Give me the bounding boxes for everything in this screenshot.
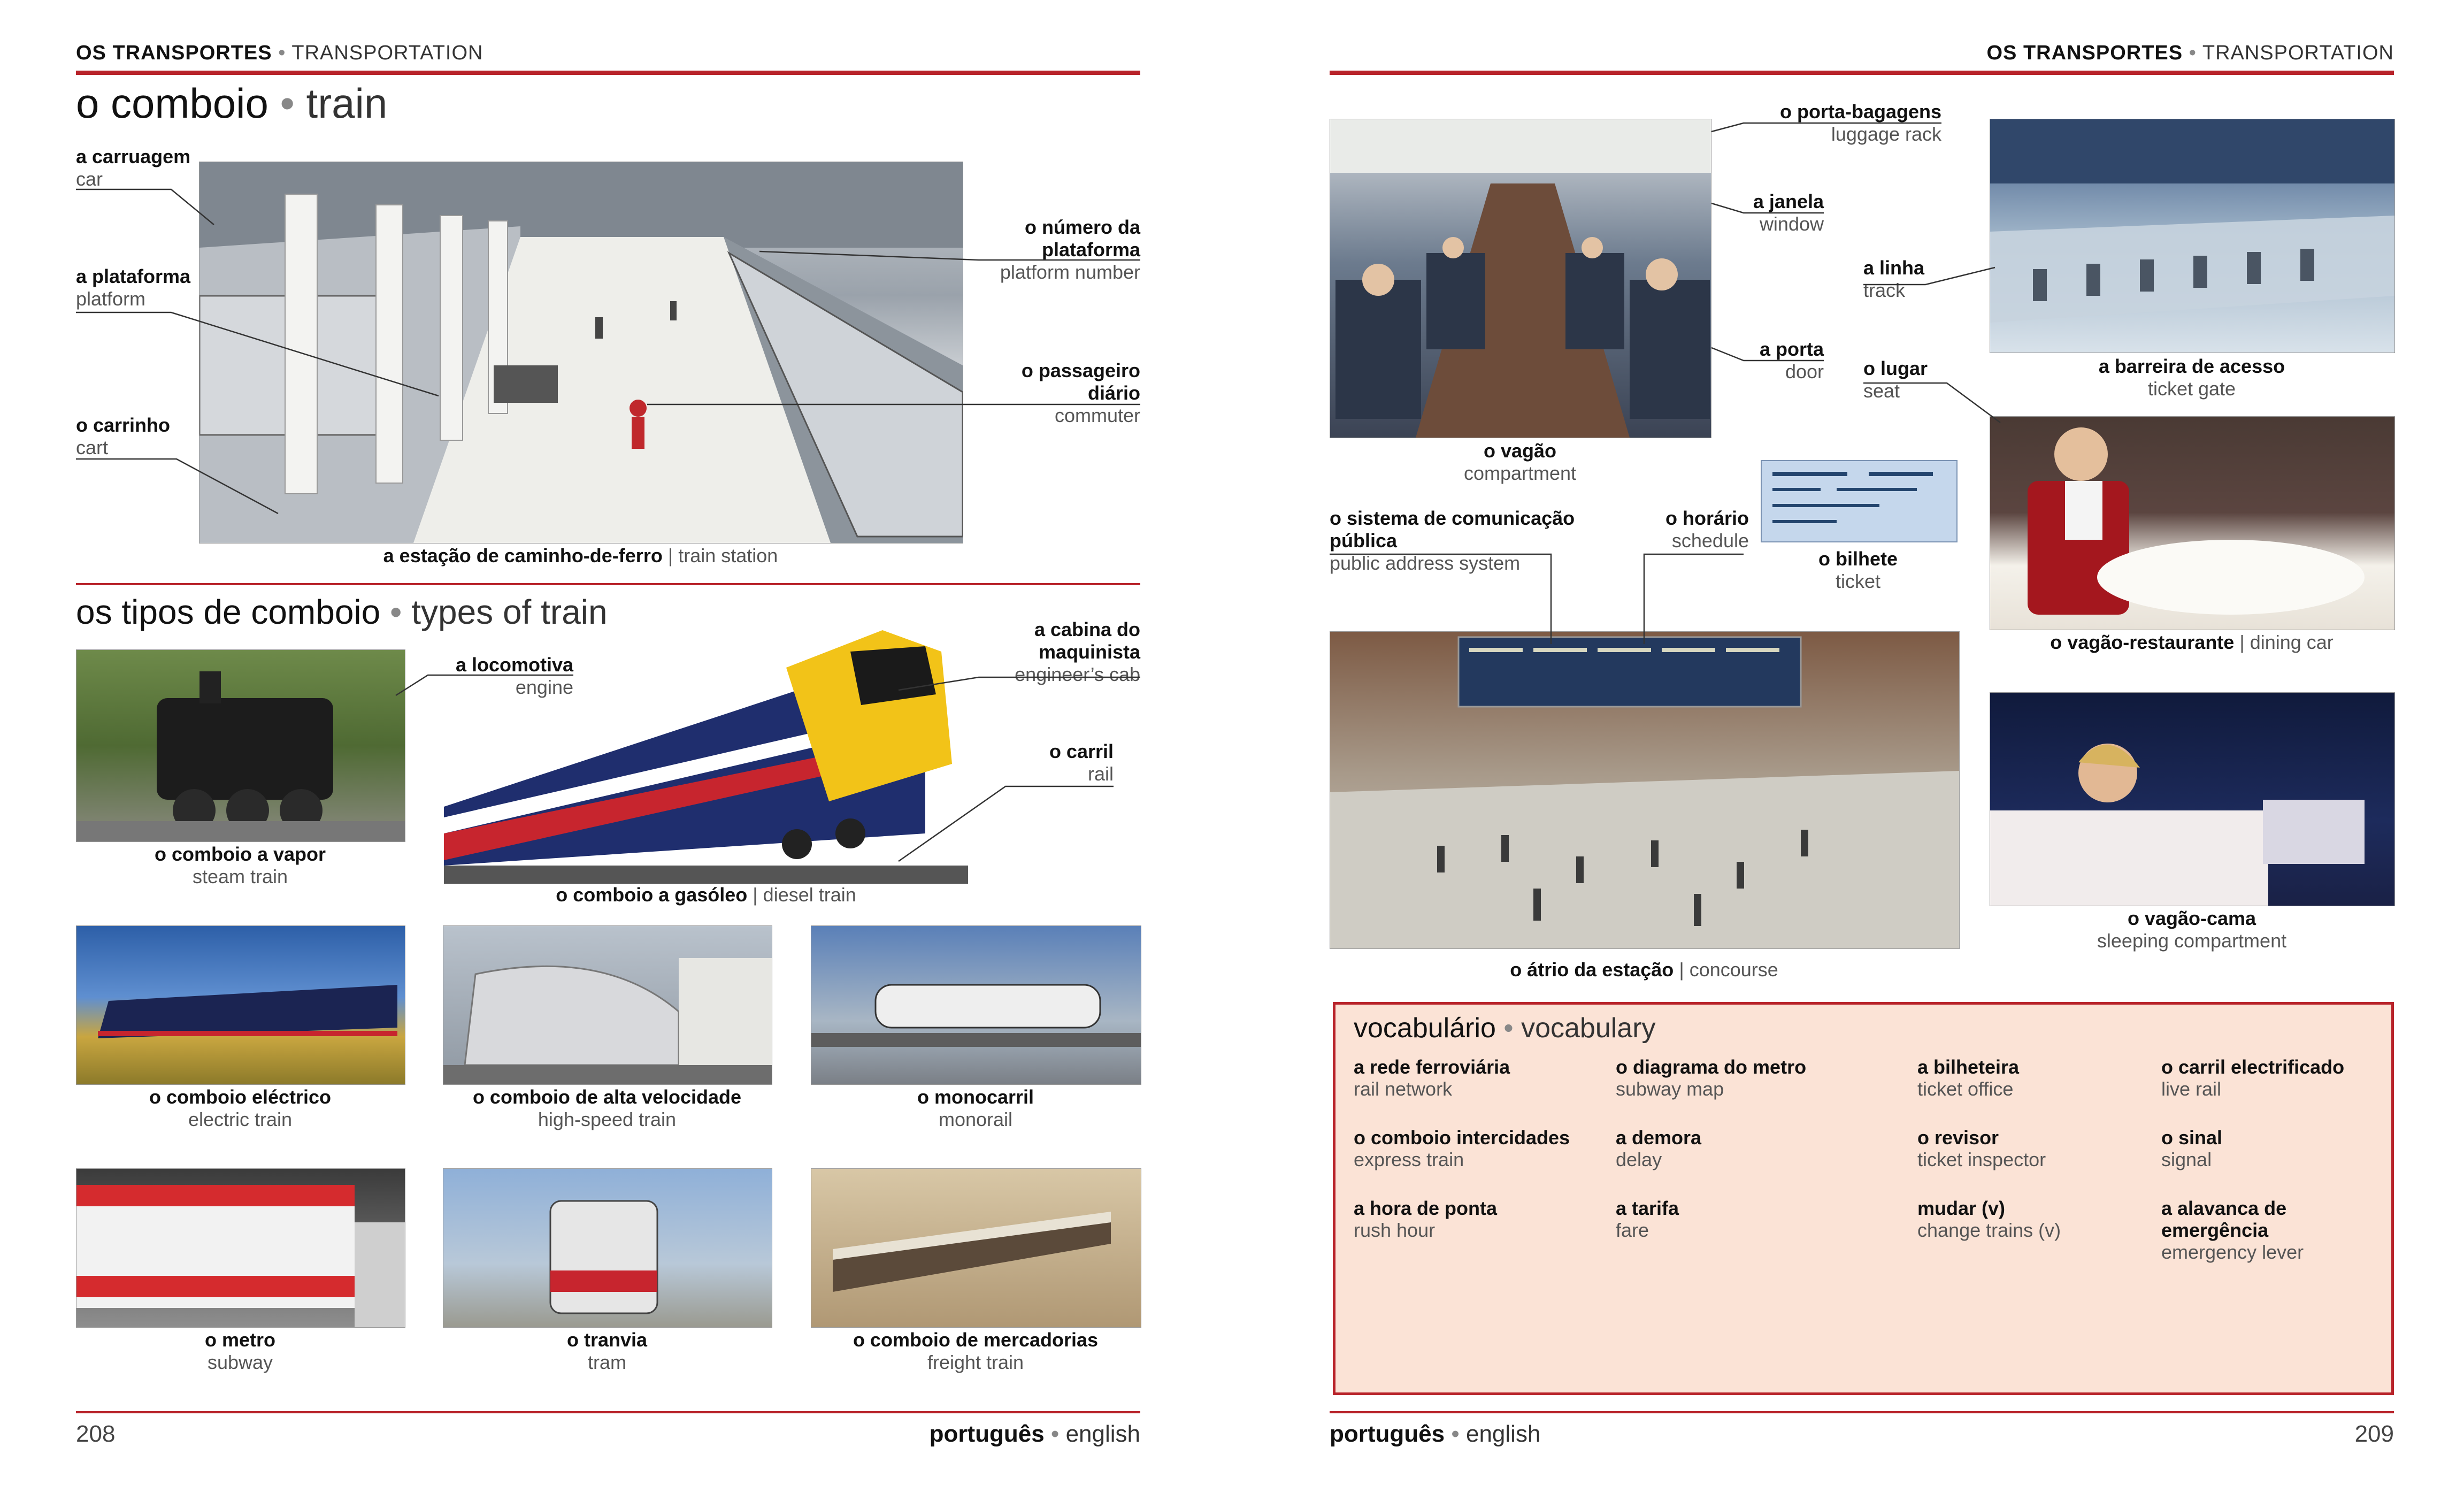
label-rail: o carril rail (1049, 740, 1114, 785)
caption-dining-car: o vagão-restaurante | dining car (2050, 631, 2333, 653)
page-number-left: 208 (76, 1421, 116, 1447)
vocab-item: a hora de ponta rush hour (1354, 1197, 1498, 1241)
ticket-gate-photo (1990, 119, 2395, 353)
freight-train-photo (811, 1168, 1141, 1328)
label-seat: o lugar seat (1863, 357, 1928, 402)
label-window: a janela window (1753, 190, 1824, 235)
caption-monorail: o monocarril monorail (917, 1086, 1034, 1130)
dining-car-photo (1990, 416, 2395, 630)
caption-electric-train: o comboio eléctrico electric train (149, 1086, 332, 1130)
leader-line-schedule (1644, 554, 1744, 644)
vocab-item: a bilheteira ticket office (1917, 1056, 2020, 1100)
caption-ticket: o bilhete ticket (1818, 548, 1898, 592)
sleeping-compartment-photo (1990, 692, 2395, 906)
concourse-photo (1330, 631, 1960, 949)
vocab-item: o carril electrificado live rail (2161, 1056, 2345, 1100)
compartment-photo (1330, 119, 1711, 438)
vocab-item: a tarifa fare (1616, 1197, 1679, 1241)
section-title-train: o comboio • train (76, 80, 388, 127)
vocab-item: a demora delay (1616, 1127, 1702, 1170)
right-header-rule (1330, 71, 2394, 75)
vocab-item: o diagrama do metro subway map (1616, 1056, 1807, 1100)
label-car: a carruagem car (76, 146, 191, 190)
left-running-header: OS TRANSPORTES • TRANSPORTATION (76, 42, 483, 64)
caption-compartment: o vagão compartment (1463, 440, 1577, 484)
caption-tram: o tranvia tram (566, 1329, 648, 1373)
vocab-item: o revisor ticket inspector (1917, 1127, 2046, 1170)
right-running-header: OS TRANSPORTES • TRANSPORTATION (1986, 42, 2394, 64)
label-commuter: o passageiro diário commuter (1021, 359, 1140, 426)
section-title-types-of-train: os tipos de comboio • types of train (76, 593, 608, 631)
steam-train-photo (76, 649, 405, 842)
page-number-right: 209 (2354, 1421, 2394, 1447)
label-door: a porta door (1759, 338, 1824, 382)
left-header-rule (76, 71, 1140, 75)
ticket-image (1761, 460, 1958, 542)
train-station-photo (199, 162, 963, 544)
tram-photo (443, 1168, 772, 1328)
label-cart: o carrinho cart (76, 414, 171, 458)
vocab-item: o comboio intercidades express train (1354, 1127, 1570, 1170)
label-platform-number: o número da plataforma platform number (1000, 216, 1140, 283)
right-footer-rule (1330, 1411, 2394, 1413)
vocabulary-box (1333, 1002, 2394, 1395)
right-footer-language: português • english (1330, 1421, 1541, 1447)
label-schedule: o horário schedule (1665, 507, 1749, 552)
caption-sleeping-compartment: o vagão-cama sleeping compartment (2097, 907, 2287, 952)
label-luggage-rack: o porta-bagagens luggage rack (1779, 101, 1941, 145)
caption-steam-train: o comboio a vapor steam train (154, 843, 326, 887)
subway-photo (76, 1168, 405, 1328)
vocab-item: a alavanca de emergência emergency lever (2161, 1197, 2304, 1263)
caption-concourse: o átrio da estação | concourse (1510, 959, 1778, 981)
label-track: a linha track (1863, 257, 1925, 301)
vocabulary-title: vocabulário • vocabulary (1354, 1013, 1656, 1044)
electric-train-photo (76, 925, 405, 1085)
caption-freight-train: o comboio de mercadorias freight train (853, 1329, 1099, 1373)
caption-train-station: a estação de caminho-de-ferro | train station (383, 545, 778, 567)
left-footer-rule (76, 1411, 1140, 1413)
label-public-address-system: o sistema de comunicação pública public address system (1330, 507, 1575, 574)
vocab-item: a rede ferroviária rail network (1354, 1056, 1510, 1100)
caption-high-speed-train: o comboio de alta velocidade high-speed train (472, 1086, 742, 1130)
label-platform: a plataforma platform (76, 265, 191, 310)
leader-line-car (76, 189, 214, 225)
vocab-item: mudar (v) change trains (v) (1917, 1197, 2061, 1241)
train-station-illustration (199, 162, 963, 543)
caption-subway: o metro subway (204, 1329, 275, 1373)
label-engineers-cab: a cabina do maquinista engineer’s cab (1015, 618, 1140, 685)
caption-diesel-train: o comboio a gasóleo | diesel train (556, 884, 856, 906)
label-engine: a locomotiva engine (455, 654, 573, 698)
caption-ticket-gate: a barreira de acesso ticket gate (2098, 355, 2285, 400)
left-footer-language: português • english (929, 1421, 1140, 1447)
section-divider (76, 583, 1140, 585)
vocab-item: o sinal signal (2161, 1127, 2223, 1170)
high-speed-train-photo (443, 925, 772, 1085)
monorail-photo (811, 925, 1141, 1085)
